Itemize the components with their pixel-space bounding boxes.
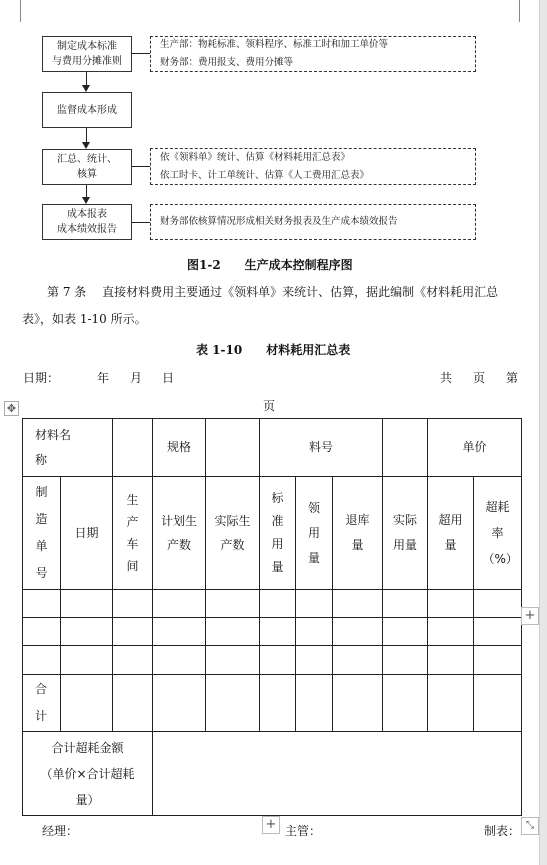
- connector: [132, 166, 150, 167]
- cell[interactable]: [206, 590, 260, 618]
- header-text: 实际用量: [393, 513, 418, 552]
- col-overuse-rate: [474, 477, 522, 590]
- flow-note-standards: [150, 36, 476, 72]
- cell[interactable]: [333, 590, 383, 618]
- cell[interactable]: [153, 646, 206, 675]
- cell[interactable]: [61, 590, 113, 618]
- col-requisition: [296, 477, 333, 590]
- cell[interactable]: [428, 675, 474, 732]
- table-row: [23, 590, 522, 618]
- header-text: 材料名称: [35, 427, 72, 467]
- article-paragraph: 第 7 条 直接材料费用主要通过《领料单》来统计、估算，据此编制《材料耗用汇总表》，如表 1-10 所示。: [22, 285, 499, 326]
- arrowhead: [82, 197, 90, 204]
- cell[interactable]: [113, 675, 153, 732]
- cell[interactable]: [383, 618, 428, 646]
- cell[interactable]: [474, 646, 522, 675]
- date-year: 年: [97, 371, 110, 385]
- date-month: 月: [130, 371, 143, 385]
- cell[interactable]: [61, 618, 113, 646]
- material-usage-table: [22, 418, 522, 816]
- arrowhead: [82, 142, 90, 149]
- cell[interactable]: [296, 590, 333, 618]
- date-day: 日: [162, 371, 175, 385]
- col-workshop: [113, 477, 153, 590]
- cell[interactable]: [428, 590, 474, 618]
- spec-header: 规格: [153, 419, 206, 477]
- col-overuse: [428, 477, 474, 590]
- header-text: 标准用量: [271, 491, 284, 574]
- header-text: 退库量: [345, 513, 370, 552]
- cell[interactable]: [333, 675, 383, 732]
- table-row: [23, 675, 522, 732]
- cell[interactable]: [206, 618, 260, 646]
- connector: [132, 222, 150, 223]
- col-planned: [153, 477, 206, 590]
- table-row: [23, 618, 522, 646]
- cell[interactable]: [260, 646, 296, 675]
- cell[interactable]: [206, 646, 260, 675]
- flow-step-report: [42, 204, 132, 240]
- flow-note-text: 财务部依核算情况形成相关财务报表及生产成本绩效报告: [160, 216, 398, 227]
- flow-note-text: 财务部：费用报支、费用分摊等: [160, 57, 294, 68]
- header-text: 制造单号: [35, 485, 48, 580]
- cell[interactable]: [428, 618, 474, 646]
- add-row-button[interactable]: +: [262, 816, 280, 834]
- excess-amount-value-cell[interactable]: [153, 732, 522, 816]
- flow-step-text: 核算: [77, 169, 97, 180]
- excess-amount-label-cell: [23, 732, 153, 816]
- page-number-label: 第: [506, 371, 519, 385]
- flow-step-text: 汇总、统计、: [57, 154, 117, 165]
- footer-preparer: 制表：: [484, 824, 521, 838]
- cell[interactable]: [428, 646, 474, 675]
- footer-supervisor: 主管：: [285, 824, 322, 838]
- cell[interactable]: [474, 618, 522, 646]
- cell[interactable]: [113, 646, 153, 675]
- total-label: 共: [440, 371, 453, 385]
- frame-border-right: [519, 0, 520, 22]
- col-return: [333, 477, 383, 590]
- unit-price-header: 单价: [428, 419, 522, 477]
- flow-step-monitor: [42, 92, 132, 128]
- material-name-header: [23, 419, 113, 477]
- table-resize-handle[interactable]: ⤡: [521, 817, 539, 835]
- flow-step-text: 与费用分摊准则: [52, 56, 122, 67]
- col-actual-use: [383, 477, 428, 590]
- cell[interactable]: [383, 419, 428, 477]
- table-row: [23, 646, 522, 675]
- add-column-button[interactable]: +: [521, 607, 539, 625]
- cell[interactable]: [206, 675, 260, 732]
- cell[interactable]: [383, 675, 428, 732]
- table-caption: 表 1-10 材料耗用汇总表: [196, 343, 351, 357]
- flow-step-text: 成本报表: [67, 209, 107, 220]
- table-row: [23, 732, 522, 816]
- cell[interactable]: [206, 419, 260, 477]
- cell[interactable]: [61, 675, 113, 732]
- total-text: 合计: [35, 682, 48, 723]
- page-suffix-label: 页: [263, 399, 276, 413]
- connector: [132, 53, 150, 54]
- arrowhead: [82, 85, 90, 92]
- cell[interactable]: [23, 618, 61, 646]
- table-move-handle[interactable]: ✥: [4, 401, 19, 416]
- cell[interactable]: [113, 419, 153, 477]
- cell[interactable]: [474, 590, 522, 618]
- flow-step-text: 监督成本形成: [57, 104, 117, 116]
- col-date: 日期: [61, 477, 113, 590]
- cell[interactable]: [296, 618, 333, 646]
- cell[interactable]: [383, 590, 428, 618]
- cell[interactable]: [383, 646, 428, 675]
- frame-border-left: [20, 0, 21, 22]
- cell[interactable]: [333, 618, 383, 646]
- footer-manager: 经理：: [42, 824, 79, 838]
- cell[interactable]: [260, 675, 296, 732]
- cell[interactable]: [153, 590, 206, 618]
- table-row: [23, 477, 522, 590]
- pages-label: 页: [473, 371, 486, 385]
- table-row: [23, 419, 522, 477]
- cell[interactable]: [61, 646, 113, 675]
- header-text: 实际生产数: [214, 514, 251, 552]
- cell[interactable]: [296, 646, 333, 675]
- flow-note-report: [150, 204, 476, 240]
- flow-note-text: 依《领料单》统计、估算《材料耗用汇总表》: [160, 151, 351, 163]
- flow-step-text: 制定成本标准: [57, 41, 117, 52]
- excess-amount-text: 合计超耗金额: [51, 740, 124, 755]
- header-text: 生产车间: [126, 493, 139, 573]
- date-label: 日期：: [23, 371, 60, 385]
- flow-step-text: 成本绩效报告: [57, 224, 117, 235]
- col-actual-prod: [206, 477, 260, 590]
- cell[interactable]: [23, 646, 61, 675]
- header-text: 领用量: [307, 500, 320, 565]
- flow-note-text: 生产部：物耗标准、领料程序、标准工时和加工单价等: [160, 39, 389, 50]
- flow-note-text: 依工时卡、计工单统计、估算《人工费用汇总表》: [160, 169, 370, 181]
- col-standard: [260, 477, 296, 590]
- total-label-cell: [23, 675, 61, 732]
- figure-caption: 图1-2 生产成本控制程序图: [187, 258, 353, 272]
- cell[interactable]: [113, 590, 153, 618]
- cell[interactable]: [153, 675, 206, 732]
- cell[interactable]: [260, 590, 296, 618]
- header-text: 超用量: [438, 513, 463, 552]
- flow-step-set-standards: [42, 36, 132, 72]
- cell[interactable]: [113, 618, 153, 646]
- cell[interactable]: [296, 675, 333, 732]
- cell[interactable]: [474, 675, 522, 732]
- header-text: 超耗率（%）: [482, 500, 518, 566]
- flow-note-summarize: [150, 148, 476, 185]
- col-order-no: [23, 477, 61, 590]
- flow-step-summarize: [42, 149, 132, 185]
- cell[interactable]: [333, 646, 383, 675]
- cell[interactable]: [153, 618, 206, 646]
- header-text: 计划生产数: [160, 514, 197, 552]
- excess-formula-text: （单价×合计超耗量）: [40, 766, 135, 807]
- part-no-header: 料号: [260, 419, 383, 477]
- cell[interactable]: [23, 590, 61, 618]
- cell[interactable]: [260, 618, 296, 646]
